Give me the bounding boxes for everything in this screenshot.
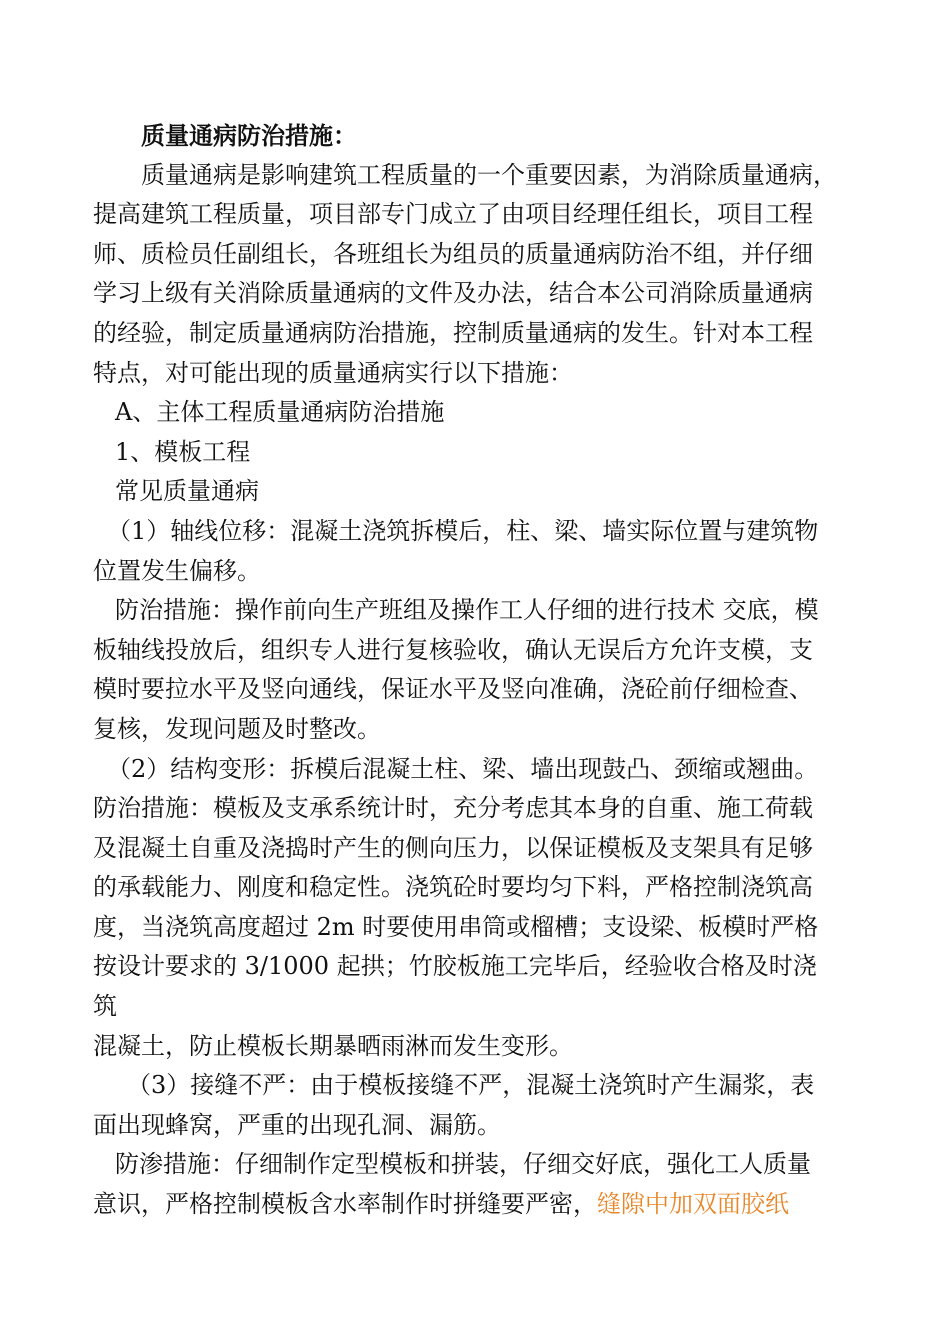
paragraph-line-last xyxy=(93,1185,868,1225)
paragraph-line: 防治措施：操作前向生产班组及操作工人仔细的进行技术 交底，模 xyxy=(115,596,819,625)
highlighted-text: 缝隙中加双面胶纸 xyxy=(597,1190,789,1219)
paragraph-line: 质量通病是影响建筑工程质量的一个重要因素，为消除质量通病， xyxy=(141,160,837,189)
paragraph-line: 的承载能力、刚度和稳定性。浇筑砼时要均匀下料，严格控制浇筑高 xyxy=(93,873,813,902)
paragraph-line: 提高建筑工程质量，项目部专门成立了由项目经理任组长，项目工程 xyxy=(93,200,813,229)
paragraph-line: 混凝土，防止模板长期暴晒雨淋而发生变形。 xyxy=(93,1031,573,1060)
paragraph-line: 特点，对可能出现的质量通病实行以下措施： xyxy=(93,358,573,387)
document-page xyxy=(93,116,868,1225)
paragraph-line: 复核，发现问题及时整改。 xyxy=(93,714,381,743)
paragraph-line: 按设计要求的 3/1000 起拱；竹胶板施工完毕后，经验收合格及时浇 xyxy=(93,952,817,981)
heading-common-defects: 常见质量通病 xyxy=(115,477,259,506)
text-segment: 意识，严格控制模板含水率制作时拼缝要严密， xyxy=(93,1190,597,1219)
paragraph-line: 筑 xyxy=(93,992,117,1021)
paragraph-line: 学习上级有关消除质量通病的文件及办法，结合本公司消除质量通病 xyxy=(93,279,813,308)
paragraph-line: 模时要拉水平及竖向通线，保证水平及竖向准确，浇砼前仔细检查、 xyxy=(93,675,813,704)
paragraph-line: 师、质检员任副组长，各班组长为组员的质量通病防治不组，并仔细 xyxy=(93,239,813,268)
paragraph-line: 防治措施：模板及支承系统计时，充分考虑其本身的自重、施工荷载 xyxy=(93,794,813,823)
paragraph-line: 面出现蜂窝，严重的出现孔洞、漏筋。 xyxy=(93,1110,501,1139)
section-title: 质量通病防治措施： xyxy=(141,121,357,150)
paragraph-line: 及混凝土自重及浇捣时产生的侧向压力，以保证模板及支架具有足够 xyxy=(93,833,813,862)
paragraph-line: （1）轴线位移：混凝土浇筑拆模后，柱、梁、墙实际位置与建筑物 xyxy=(107,516,819,545)
paragraph-line: 度，当浇筑高度超过 2m 时要使用串筒或榴槽；支设梁、板模时严格 xyxy=(93,912,819,941)
paragraph-line: 位置发生偏移。 xyxy=(93,556,261,585)
paragraph-line: 防渗措施：仔细制作定型模板和拼装，仔细交好底，强化工人质量 xyxy=(115,1150,811,1179)
paragraph-line: （3）接缝不严：由于模板接缝不严，混凝土浇筑时产生漏浆，表 xyxy=(127,1071,815,1100)
paragraph-line: （2）结构变形：拆模后混凝土柱、梁、墙出现鼓凸、颈缩或翘曲。 xyxy=(107,754,819,783)
heading-main-structure: A、主体工程质量通病防治措施 xyxy=(115,398,445,427)
heading-formwork: 1、模板工程 xyxy=(115,437,251,466)
paragraph-line: 板轴线投放后，组织专人进行复核验收，确认无误后方允许支模，支 xyxy=(93,635,813,664)
paragraph-line: 的经验，制定质量通病防治措施，控制质量通病的发生。针对本工程 xyxy=(93,318,813,347)
